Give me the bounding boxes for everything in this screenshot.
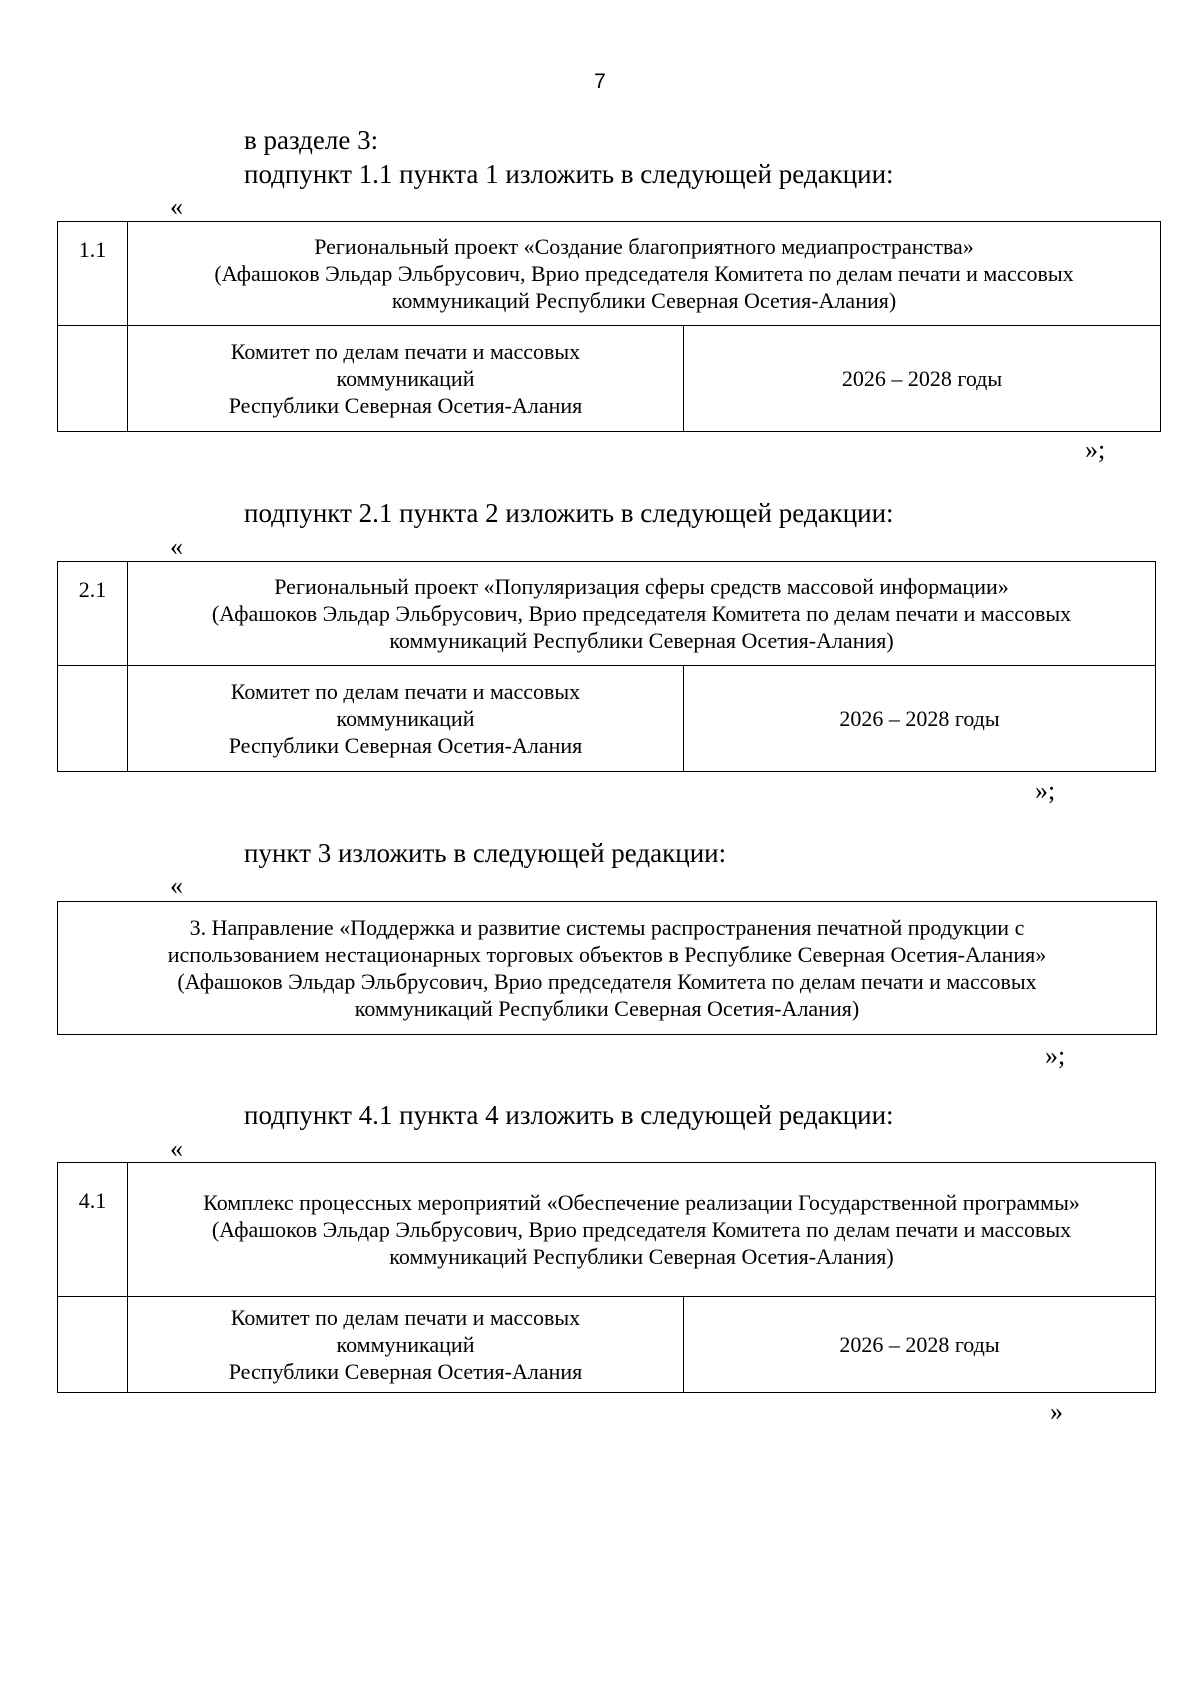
block-2-title-line: коммуникаций Республики Северная Осетия-Алания) <box>389 628 894 653</box>
block-4-heading: подпункт 4.1 пункта 4 изложить в следующей редакции: <box>244 1100 894 1130</box>
block-1-responsible-line: Комитет по делам печати и массовых <box>230 339 581 364</box>
block-3-close-quote: »; <box>1045 1041 1066 1070</box>
block-4-responsible-line: коммуникаций <box>336 1332 475 1357</box>
block-4-empty-cell <box>58 1297 128 1393</box>
block-2-open-quote: « <box>170 532 183 561</box>
block-2-responsible-line: коммуникаций <box>336 706 475 731</box>
block-1-heading: подпункт 1.1 пункта 1 изложить в следующей редакции: <box>244 159 894 189</box>
block-2-heading: подпункт 2.1 пункта 2 изложить в следующей редакции: <box>244 498 894 528</box>
block-4-title <box>128 1163 1156 1297</box>
block-1-title-line: коммуникаций Республики Северная Осетия-Алания) <box>391 288 897 313</box>
block-2-title-line: Региональный проект «Популяризация сферы средств массовой информации» <box>274 574 1009 599</box>
block-1-open-quote: « <box>170 192 183 221</box>
block-1-period: 2026 – 2028 годы <box>684 326 1161 432</box>
block-4-title-line: коммуникаций Республики Северная Осетия-Алания) <box>389 1244 894 1269</box>
block-2-period: 2026 – 2028 годы <box>684 666 1156 772</box>
block-2-table <box>57 561 1156 772</box>
block-1-close-quote: »; <box>1085 435 1106 464</box>
block-1-table <box>57 221 1161 432</box>
block-4-number: 4.1 <box>58 1163 128 1297</box>
block-4-open-quote: « <box>170 1134 183 1163</box>
block-4-close-quote: » <box>1050 1397 1063 1426</box>
block-1-title-line: (Афашоков Эльдар Эльбрусович, Врио председателя Комитета по делам печати и массовых <box>214 261 1074 286</box>
section-intro: в разделе 3: <box>244 125 379 155</box>
block-1-number: 1.1 <box>58 222 128 326</box>
block-3-title-line: коммуникаций Республики Северная Осетия-Алания) <box>354 996 860 1021</box>
block-3-title-line: использованием нестационарных торговых объектов в Республике Северная Осетия-Алания» <box>167 942 1047 967</box>
block-1-empty-cell <box>58 326 128 432</box>
block-2-empty-cell <box>58 666 128 772</box>
block-3-title-line: (Афашоков Эльдар Эльбрусович, Врио председателя Комитета по делам печати и массовых <box>177 969 1037 994</box>
block-2-responsible-line: Комитет по делам печати и массовых <box>230 679 581 704</box>
block-1-responsible-line: коммуникаций <box>336 366 475 391</box>
block-1-responsible <box>128 326 684 432</box>
block-3-heading: пункт 3 изложить в следующей редакции: <box>244 838 727 868</box>
block-3-open-quote: « <box>170 871 183 900</box>
block-4-responsible-line: Комитет по делам печати и массовых <box>230 1305 581 1330</box>
block-4-title-line: Комплекс процессных мероприятий «Обеспечение реализации Государственной программы» <box>203 1190 1080 1215</box>
block-2-responsible-line: Республики Северная Осетия-Алания <box>228 733 583 758</box>
block-4-responsible <box>128 1297 684 1393</box>
block-2-number: 2.1 <box>58 562 128 666</box>
page-number: 7 <box>594 70 606 93</box>
block-2-close-quote: »; <box>1035 776 1056 805</box>
block-2-title <box>128 562 1156 666</box>
block-2-responsible <box>128 666 684 772</box>
block-1-title-line: Региональный проект «Создание благоприятного медиапространства» <box>314 234 974 259</box>
block-4-table <box>57 1162 1156 1393</box>
block-1-responsible-line: Республики Северная Осетия-Алания <box>228 393 583 418</box>
block-3-box <box>57 901 1157 1035</box>
block-2-title-line: (Афашоков Эльдар Эльбрусович, Врио председателя Комитета по делам печати и массовых <box>211 601 1072 626</box>
block-4-title-line: (Афашоков Эльдар Эльбрусович, Врио председателя Комитета по делам печати и массовых <box>211 1217 1072 1242</box>
block-3-title-line: 3. Направление «Поддержка и развитие системы распространения печатной продукции с <box>189 915 1025 940</box>
block-4-period: 2026 – 2028 годы <box>684 1297 1156 1393</box>
block-4-responsible-line: Республики Северная Осетия-Алания <box>228 1359 583 1384</box>
block-1-title <box>128 222 1161 326</box>
